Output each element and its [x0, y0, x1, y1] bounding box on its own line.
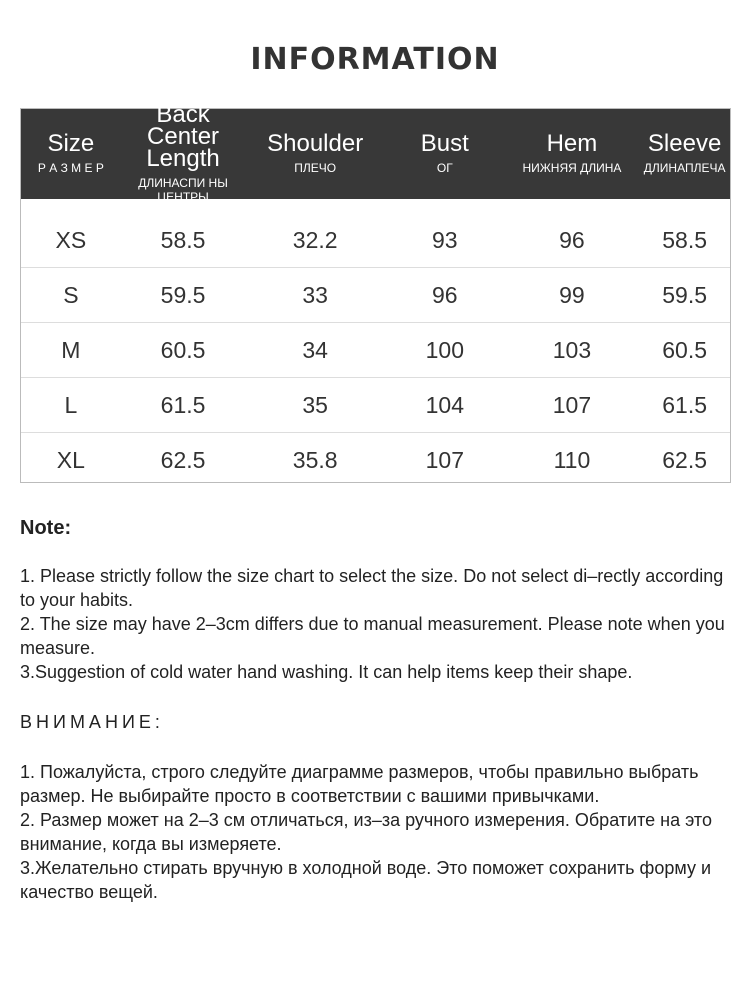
- header-sleeve: [639, 109, 730, 199]
- table-cell: L: [64, 391, 78, 418]
- page-title: INFORMATION: [250, 42, 500, 77]
- table-cell: 103: [552, 336, 592, 363]
- ru-note-item: 2. Размер может на 2–3 см отличаться, из–за ручного измерения. Обратите на это внимание, когда вы измеряете.: [20, 810, 712, 854]
- table-cell: 32.2: [292, 226, 338, 253]
- header-en: Back Center Length: [146, 101, 220, 172]
- table-cell: 100: [425, 336, 464, 363]
- table-cell: 58.5: [160, 226, 206, 253]
- table-cell: 35.8: [292, 446, 338, 473]
- header-ru: НИЖНЯЯ ДЛИНА: [522, 161, 622, 175]
- table-cell: 59.5: [662, 281, 707, 308]
- header-ru: ДЛИНАСПИ НЫ ЦЕНТРЫ: [138, 176, 228, 204]
- header-ru: Р А З М Е Р: [37, 161, 104, 175]
- table-cell: 62.5: [662, 446, 707, 473]
- header-en: Sleeve: [647, 130, 722, 157]
- ru-note-item: 1. Пожалуйста, строго следуйте диаграмме размеров, чтобы правильно выбрать размер. Не выбирайте просто в соответствии с вашими привычками.: [20, 762, 699, 806]
- table-cell: 93: [432, 226, 458, 253]
- table-header: [21, 101, 730, 204]
- note-heading: Note:: [20, 517, 72, 539]
- table-cell: XL: [56, 446, 85, 473]
- table-row: [21, 323, 730, 378]
- header-size: [21, 109, 121, 199]
- ru-note-heading: ВНИМАНИЕ:: [20, 712, 164, 732]
- table-cell: 104: [425, 391, 464, 418]
- header-en: Bust: [420, 130, 469, 157]
- table-cell: 35: [302, 391, 328, 418]
- table-cell: 110: [553, 446, 591, 473]
- header-ru: ДЛИНАПЛЕЧА: [643, 161, 726, 175]
- table-cell: 99: [559, 281, 585, 308]
- size-table: [20, 101, 731, 483]
- table-body: [21, 199, 730, 487]
- table-cell: 60.5: [160, 336, 206, 363]
- note-item: 1. Please strictly follow the size chart to select the size. Do not select di–rectly according to your habits.: [20, 566, 724, 610]
- table-cell: 61.5: [662, 391, 707, 418]
- table-row: [21, 213, 730, 268]
- table-cell: M: [61, 336, 81, 363]
- header-en: Shoulder: [267, 130, 364, 157]
- table-cell: 62.5: [160, 446, 206, 473]
- table-row: [21, 268, 730, 323]
- table-cell: 59.5: [160, 281, 206, 308]
- table-cell: 61.5: [160, 391, 206, 418]
- header-ru: ПЛЕЧО: [294, 161, 337, 175]
- table-cell: 33: [302, 281, 328, 308]
- table-cell: XS: [55, 226, 87, 253]
- note-item: 3.Suggestion of cold water hand washing. It can help items keep their shape.: [20, 662, 633, 682]
- table-cell: 96: [432, 281, 458, 308]
- table-cell: 107: [552, 391, 592, 418]
- header-back-length: [121, 101, 246, 204]
- table-cell: 34: [302, 336, 328, 363]
- table-cell: 107: [425, 446, 464, 473]
- header-ru: ОГ: [436, 161, 453, 175]
- header-en: Hem: [546, 130, 598, 157]
- table-cell: 60.5: [662, 336, 707, 363]
- notes-section: [20, 516, 732, 904]
- header-en: Size: [47, 130, 95, 157]
- table-cell: S: [63, 281, 79, 308]
- table-cell: 96: [559, 226, 585, 253]
- table-cell: 58.5: [662, 226, 707, 253]
- table-row: [21, 378, 730, 433]
- note-item: 2. The size may have 2–3cm differs due to manual measurement. Please note when you measure.: [20, 614, 725, 658]
- header-hem: [505, 109, 640, 199]
- header-bust: [385, 109, 505, 199]
- table-row: [21, 433, 730, 487]
- header-shoulder: [245, 109, 385, 199]
- ru-note-item: 3.Желательно стирать вручную в холодной воде. Это поможет сохранить форму и качество вещей.: [20, 858, 712, 902]
